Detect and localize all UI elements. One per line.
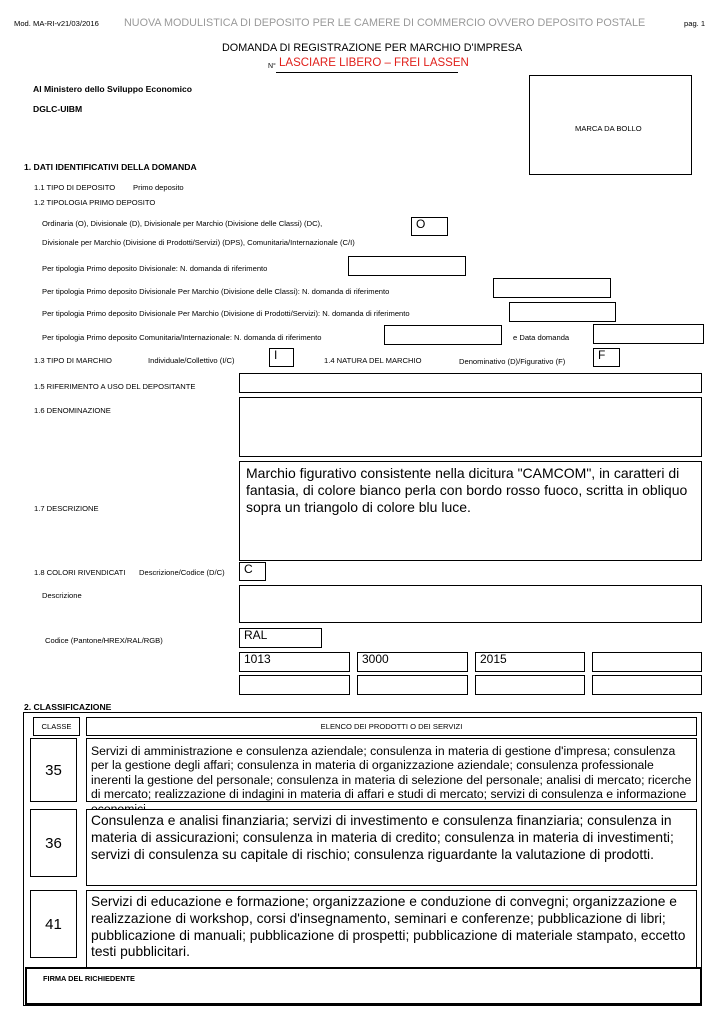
elenco-41-field[interactable]: Servizi di educazione e formazione; organizzazione e conduzione di convegni; organizzazione e realizzazione di workshop, corsi d'insegnamento, seminari e conferenze; pubblicazione di libri; pubblicazione di manuali; pubblicazione di prospetti; pubblicazione di materiale stampato, eccetto testi pubblicitari. <box>86 890 697 968</box>
rif-comunitaria-label: Per tipologia Primo deposito Comunitaria/Internazionale: N. domanda di riferimento <box>42 333 322 342</box>
rif-div-classi-label: Per tipologia Primo deposito Divisionale Per Marchio (Divisione delle Classi): N. domanda di riferimento <box>42 287 390 296</box>
data-domanda-field[interactable] <box>593 324 704 344</box>
rif-divisionale-field[interactable] <box>348 256 466 276</box>
codice-field-3[interactable]: 2015 <box>475 652 585 672</box>
rif-comunitaria-field[interactable] <box>384 325 502 345</box>
codice-field-1[interactable]: 1013 <box>239 652 350 672</box>
colori-label: 1.8 COLORI RIVENDICATI <box>34 568 126 577</box>
codice-field-8[interactable] <box>592 675 702 695</box>
number-label: N° <box>268 63 276 70</box>
descrizione-field[interactable]: Marchio figurativo consistente nella dicitura "CAMCOM", in caratteri di fantasia, di colore bianco perla con bordo rosso fuoco, scritta in obliquo sopra un triangolo di colore blu luce. <box>239 461 702 561</box>
colori-field[interactable]: C <box>239 562 266 581</box>
stamp-box <box>529 75 692 175</box>
denominazione-field[interactable] <box>239 397 702 457</box>
tipo-deposito-label: 1.1 TIPO DI DEPOSITO <box>34 183 116 192</box>
header-subtitle: NUOVA MODULISTICA DI DEPOSITO PER LE CAMERE DI COMMERCIO OVVERO DEPOSITO POSTALE <box>124 17 646 29</box>
tipologia-label: 1.2 TIPOLOGIA PRIMO DEPOSITO <box>34 198 156 207</box>
tipologia-options-1: Ordinaria (O), Divisionale (D), Divisionale per Marchio (Divisione delle Classi) (DC), <box>42 219 323 228</box>
stamp-label: MARCA DA BOLLO <box>575 124 642 133</box>
recipient-office: DGLC-UIBM <box>33 104 83 114</box>
tipo-marchio-options: Individuale/Collettivo (I/C) <box>148 356 235 365</box>
col-elenco-header <box>86 717 697 736</box>
colori-descrizione-label: Descrizione <box>42 591 82 600</box>
natura-options: Denominativo (D)/Figurativo (F) <box>459 357 566 366</box>
elenco-36-field[interactable]: Consulenza e analisi finanziaria; servizi di investimento e consulenza finanziaria; consulenza in materia di assicurazioni; consulenza in materia di credito; consulenza in materia di investimenti; servizi di consulenza su capitale di rischio; consulenza riguardante la valutazione di prodotti. <box>86 809 697 886</box>
codice-system-field[interactable]: RAL <box>239 628 322 648</box>
form-code: Mod. MA-RI-v21/03/2016 <box>14 19 99 28</box>
section2-title: 2. CLASSIFICAZIONE <box>24 702 112 712</box>
codice-label: Codice (Pantone/HREX/RAL/RGB) <box>45 636 163 645</box>
codice-field-4[interactable] <box>592 652 702 672</box>
tipo-marchio-label: 1.3 TIPO DI MARCHIO <box>34 356 112 365</box>
classe-36-field[interactable]: 36 <box>30 809 77 877</box>
col-classe-header <box>33 717 80 736</box>
tipo-deposito-value: Primo deposito <box>133 183 184 192</box>
colori-descrizione-field[interactable] <box>239 585 702 623</box>
firma-box[interactable] <box>25 967 702 1005</box>
col-elenco-label: ELENCO DEI PRODOTTI O DEI SERVIZI <box>320 722 463 731</box>
rif-divisionale-label: Per tipologia Primo deposito Divisionale: N. domanda di riferimento <box>42 264 268 273</box>
natura-field[interactable]: F <box>593 348 620 367</box>
codice-field-2[interactable]: 3000 <box>357 652 468 672</box>
rif-div-prodotti-field[interactable] <box>509 302 616 322</box>
codice-field-5[interactable] <box>239 675 350 695</box>
denominazione-label: 1.6 DENOMINAZIONE <box>34 406 111 415</box>
elenco-35-field[interactable]: Servizi di amministrazione e consulenza aziendale; consulenza in materia di gestione d'impresa; consulenza per la gestione degli affari; consulenza in materia di organizzazione aziendale; consulenza professionale inerenti la gestione del personale; consulenza in materia di selezione del personale; analisi di mercato; ricerche di mercato; realizzazione di indagini in materia di affari e studi di mercato; servizi di consulenza e informazione <box>86 738 697 802</box>
rif-div-classi-field[interactable] <box>493 278 611 298</box>
colori-options: Descrizione/Codice (D/C) <box>139 568 225 577</box>
number-value: LASCIARE LIBERO – FREI LASSEN <box>279 57 469 69</box>
natura-label: 1.4 NATURA DEL MARCHIO <box>324 356 422 365</box>
tipo-marchio-field[interactable]: I <box>269 348 294 367</box>
section1-title: 1. DATI IDENTIFICATIVI DELLA DOMANDA <box>24 162 197 172</box>
firma-label: FIRMA DEL RICHIEDENTE <box>43 974 135 983</box>
riferimento-field[interactable] <box>239 373 702 393</box>
tipologia-options-2: Divisionale per Marchio (Divisione di Prodotti/Servizi) (DPS), Comunitaria/Internazionale (C/I) <box>42 238 355 247</box>
classe-35-field[interactable]: 35 <box>30 738 77 802</box>
classe-41-field[interactable]: 41 <box>30 890 77 958</box>
recipient-ministry: Al Ministero dello Sviluppo Economico <box>33 84 192 94</box>
page-number: pag. 1 <box>684 19 706 28</box>
riferimento-label: 1.5 RIFERIMENTO A USO DEL DEPOSITANTE <box>34 382 196 391</box>
data-domanda-label: e Data domanda <box>513 333 570 342</box>
tipologia-field[interactable]: O <box>411 217 448 236</box>
codice-field-7[interactable] <box>475 675 585 695</box>
form-title: DOMANDA DI REGISTRAZIONE PER MARCHIO D'IMPRESA <box>222 42 523 54</box>
rif-div-prodotti-label: Per tipologia Primo deposito Divisionale Per Marchio (Divisione di Prodotti/Servizi): N. domanda di riferimento <box>42 309 410 318</box>
number-underline <box>276 72 458 73</box>
descrizione-label: 1.7 DESCRIZIONE <box>34 504 99 513</box>
codice-field-6[interactable] <box>357 675 468 695</box>
col-classe-label: CLASSE <box>41 722 72 731</box>
